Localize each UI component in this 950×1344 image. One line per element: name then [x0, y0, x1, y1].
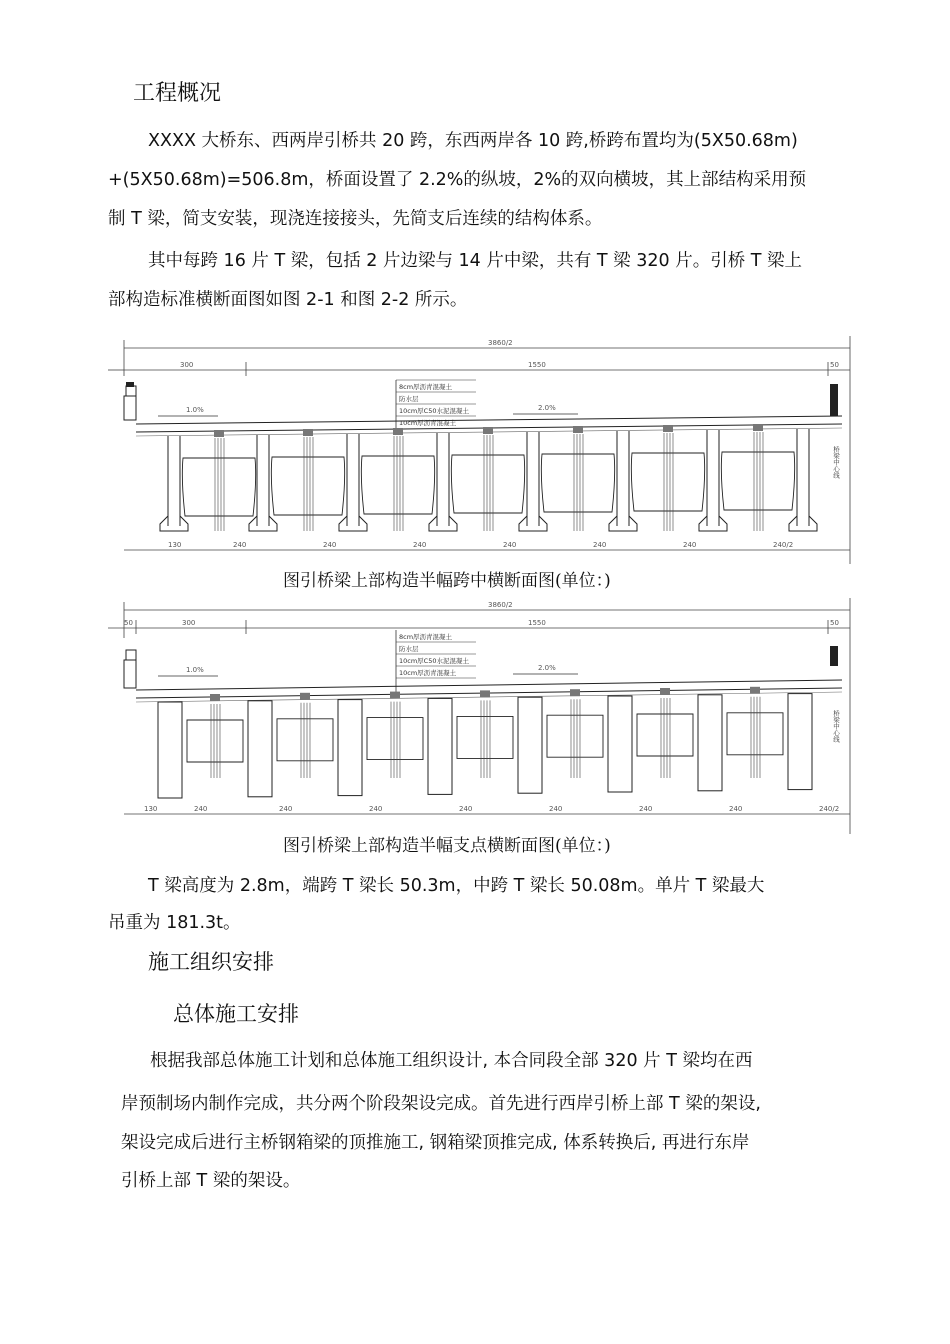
section-heading-overview: 工程概况	[133, 81, 222, 106]
t-girder	[698, 687, 783, 791]
dim-total-width: 3860/2	[488, 339, 513, 347]
midspan-drawing	[108, 336, 854, 564]
bottom-dim-label: 240	[593, 541, 607, 549]
t-girder	[609, 425, 705, 531]
paragraph-line: 架设完成后进行主桥钢箱梁的顶推施工, 钢箱梁顶推完成, 体系转换后, 再进行东岸	[121, 1133, 750, 1153]
layer-label: 10cm厚C50水泥混凝土	[399, 407, 469, 415]
layer-label: 10cm厚沥青混凝土	[399, 669, 457, 677]
paragraph-line: 吊重为 181.3t。	[108, 913, 241, 933]
support-drawing	[108, 598, 854, 834]
dim-left: 300	[180, 361, 194, 369]
t-girder	[699, 424, 795, 531]
paragraph-line: 根据我部总体施工计划和总体施工组织设计, 本合同段全部 320 片 T 梁均在西	[150, 1051, 753, 1071]
dim-right: 50	[830, 619, 839, 627]
paragraph-line: 引桥上部 T 梁的架设。	[121, 1171, 301, 1191]
t-girder	[158, 694, 243, 798]
paragraph-line: 其中每跨 16 片 T 梁，包括 2 片边梁与 14 片中梁，共有 T 梁 320 片。引桥 T 梁上	[148, 251, 803, 271]
dim-left: 300	[182, 619, 196, 627]
bottom-dimension-group	[144, 805, 839, 813]
bottom-dim-label: 130	[144, 805, 158, 813]
layer-label: 防水层	[399, 645, 419, 653]
bottom-dim-label: 240	[683, 541, 697, 549]
t-girder	[518, 689, 603, 793]
t-girder	[428, 690, 513, 794]
t-girder	[338, 692, 423, 796]
t-girder	[788, 694, 812, 790]
bottom-dim-label: 240	[194, 805, 208, 813]
slope-right: 2.0%	[538, 664, 556, 672]
paragraph-line: 制 T 梁，简支安装，现浇连接接头，先简支后连续的结构体系。	[108, 209, 603, 229]
t-girder-group	[158, 687, 812, 798]
layer-label: 防水层	[399, 395, 419, 403]
figure-support-cross-section	[108, 598, 854, 834]
paragraph-line: T 梁高度为 2.8m，端跨 T 梁长 50.3m，中跨 T 梁长 50.08m。单片 T 梁最大	[148, 876, 765, 896]
bottom-dim-label: 130	[168, 541, 182, 549]
bottom-dim-label: 240	[369, 805, 383, 813]
dim-right: 50	[830, 361, 839, 369]
bottom-dim-label: 240	[413, 541, 427, 549]
t-girder	[429, 427, 525, 531]
bottom-dim-label: 240	[729, 805, 743, 813]
bottom-dim-label: 240/2	[819, 805, 840, 813]
bottom-dim-label: 240	[459, 805, 473, 813]
slope-left: 1.0%	[186, 666, 204, 674]
paragraph-line: 部构造标准横断面图如图 2-1 和图 2-2 所示。	[108, 290, 468, 310]
t-girder-group	[160, 424, 817, 531]
paragraph-line: +(5X50.68m)=506.8m，桥面设置了 2.2%的纵坡，2%的双向横坡，其上部结构采用预	[108, 170, 807, 190]
section-heading-organization: 施工组织安排	[148, 950, 274, 974]
layer-label: 8cm厚沥青混凝土	[399, 383, 453, 391]
dim-total-width: 3860/2	[488, 601, 513, 609]
bottom-dim-label: 240	[549, 805, 563, 813]
bottom-dim-label: 240	[639, 805, 653, 813]
t-girder	[339, 428, 435, 531]
centerline-label: 桥梁中心线	[832, 710, 840, 743]
slope-left: 1.0%	[186, 406, 204, 414]
layer-label: 10cm厚沥青混凝土	[399, 419, 457, 427]
t-girder	[160, 430, 256, 531]
layer-label: 10cm厚C50水泥混凝土	[399, 657, 469, 665]
centerline-label: 桥梁中心线	[832, 446, 840, 479]
figure-caption: 图引桥梁上部构造半幅支点横断面图(单位：)	[283, 836, 611, 856]
bottom-dim-label: 240	[233, 541, 247, 549]
dim-edge: 50	[124, 619, 133, 627]
figure-caption: 图引桥梁上部构造半幅跨中横断面图(单位：)	[283, 571, 611, 591]
pavement-layer-legend	[396, 630, 476, 694]
bottom-dim-label: 240	[323, 541, 337, 549]
pavement-layer-legend	[396, 380, 476, 432]
bottom-dim-label: 240	[503, 541, 517, 549]
layer-label: 8cm厚沥青混凝土	[399, 633, 453, 641]
bottom-dim-label: 240/2	[773, 541, 794, 549]
paragraph-line: 岸预制场内制作完成，共分两个阶段架设完成。首先进行西岸引桥上部 T 梁的架设,	[121, 1094, 761, 1114]
bottom-dim-label: 240	[279, 805, 293, 813]
t-girder	[608, 688, 693, 792]
t-girder	[248, 693, 333, 797]
bottom-dimension-group	[168, 541, 793, 549]
t-girder	[789, 429, 817, 531]
dim-mid: 1550	[528, 361, 546, 369]
t-girder	[519, 426, 615, 531]
slope-right: 2.0%	[538, 404, 556, 412]
figure-midspan-cross-section	[108, 336, 854, 564]
paragraph-line: XXXX 大桥东、西两岸引桥共 20 跨，东西两岸各 10 跨,桥跨布置均为(5X50.68m)	[148, 131, 798, 151]
dim-mid: 1550	[528, 619, 546, 627]
t-girder	[249, 429, 345, 531]
section-heading-overall-arrangement: 总体施工安排	[173, 1002, 299, 1026]
